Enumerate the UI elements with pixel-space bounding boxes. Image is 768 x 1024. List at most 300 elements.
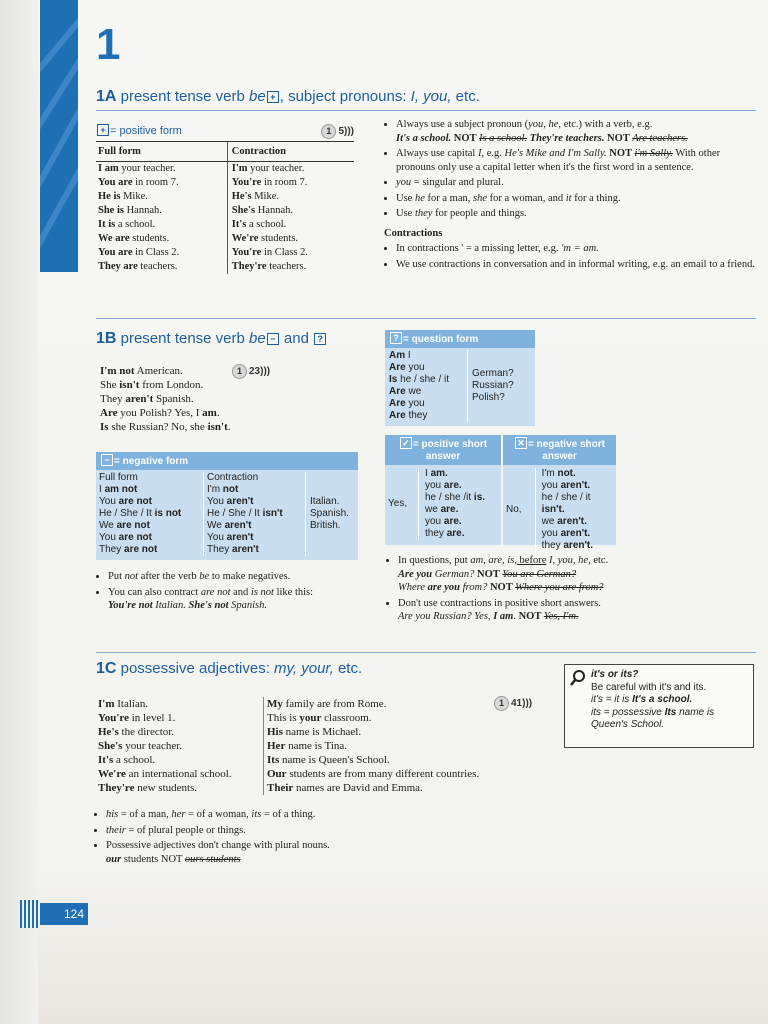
verb: are. xyxy=(446,528,465,539)
rest: name is Michael. xyxy=(282,726,362,738)
verb: are not xyxy=(118,496,152,507)
example-line xyxy=(98,753,232,767)
section-id: 1B xyxy=(96,330,117,347)
contraction-cell xyxy=(227,232,354,246)
rest: family are from Rome. xyxy=(282,698,387,710)
pronoun: he / she / it xyxy=(541,492,591,503)
contraction: You're xyxy=(231,177,262,188)
plus-icon: + xyxy=(97,124,109,136)
contraction: It's xyxy=(231,219,247,230)
verb: aren't xyxy=(232,544,259,555)
table-row xyxy=(425,468,485,480)
pronoun: you xyxy=(425,480,444,491)
rest: an international school. xyxy=(125,768,232,780)
pronoun: I xyxy=(405,350,411,361)
pronoun: He / She / It xyxy=(207,508,263,519)
note-item: • his = of a man, her = of a woman, its = of a thing. xyxy=(106,808,494,822)
verb: are. xyxy=(443,516,462,527)
table-label: = question form xyxy=(403,334,479,345)
verb: aren't xyxy=(226,496,254,507)
rest: students. xyxy=(129,233,170,244)
part: She xyxy=(100,379,120,391)
rest: new students. xyxy=(134,782,198,794)
table-row xyxy=(99,508,203,520)
pronoun: You xyxy=(207,532,227,543)
page-edge xyxy=(0,0,38,1024)
bold-part: Their xyxy=(267,782,294,794)
question-icon: ? xyxy=(390,332,402,344)
pronoun: I'm xyxy=(541,468,558,479)
pronoun: you xyxy=(425,516,444,527)
rest: in Class 2. xyxy=(261,247,308,258)
rest: teachers. xyxy=(137,261,178,272)
section-id: 1A xyxy=(96,88,117,105)
yes-label: Yes, xyxy=(388,498,408,509)
tip-title: it's or its? xyxy=(591,669,639,680)
title-italic: I, you, xyxy=(410,88,452,105)
title-verb: be xyxy=(249,330,266,347)
rest: name is Queen's School. xyxy=(279,754,390,766)
verb: are. xyxy=(443,480,462,491)
rest: students. xyxy=(258,233,299,244)
contraction: We're xyxy=(231,233,259,244)
title-text: and xyxy=(279,330,314,347)
table-row xyxy=(542,540,613,552)
table-row xyxy=(207,544,305,556)
example-line xyxy=(267,711,479,725)
bold-part: She's xyxy=(98,740,123,752)
pronoun: They xyxy=(207,544,233,555)
pronoun: We xyxy=(99,520,117,531)
note-item: • In contractions ' = a missing letter, e.g. 'm = am. xyxy=(396,242,756,256)
rest: she Russian? No, she xyxy=(108,421,208,433)
verb: Are xyxy=(389,398,406,409)
section-1a-notes xyxy=(384,118,756,273)
bold-part: We're xyxy=(98,768,126,780)
verb: is not xyxy=(154,508,182,519)
contraction: He's xyxy=(231,191,252,202)
contractions-heading: Contractions xyxy=(384,227,443,239)
note-item: • Put not after the verb be to make negatives. xyxy=(108,570,376,584)
example-line xyxy=(267,725,479,739)
magnifier-icon xyxy=(569,669,587,687)
table-row xyxy=(96,218,354,232)
example-line xyxy=(98,697,232,711)
audio-track[interactable]: 1 5))) xyxy=(321,124,354,139)
section-1b-notes-left xyxy=(96,570,376,615)
table-row xyxy=(542,528,613,540)
bold-part: His xyxy=(267,726,283,738)
verb: aren't. xyxy=(560,480,591,491)
example-line xyxy=(98,711,232,725)
adjective: British. xyxy=(310,520,341,531)
contraction-cell xyxy=(227,162,354,177)
rest: Spanish. xyxy=(153,393,194,405)
rest: Italian. xyxy=(114,698,149,710)
full-form-cell xyxy=(96,162,227,177)
bold-part: Is xyxy=(100,421,109,433)
bold-part: your xyxy=(299,712,322,724)
table-row xyxy=(207,508,305,520)
divider xyxy=(96,318,756,319)
question-form-table xyxy=(385,330,535,426)
table-row xyxy=(96,204,354,218)
subject-verb: We are xyxy=(98,233,130,244)
table-row xyxy=(389,374,467,386)
title-text: present tense verb xyxy=(120,88,250,105)
table-row xyxy=(99,496,203,508)
title-verb: be xyxy=(249,88,266,105)
example-line xyxy=(100,364,231,378)
subject-verb: You are xyxy=(98,177,133,188)
audio-track[interactable]: 1 23))) xyxy=(232,364,270,379)
adjective: Russian? xyxy=(472,380,514,391)
rest: classroom. xyxy=(321,712,372,724)
verb: aren't. xyxy=(557,516,587,527)
example-line xyxy=(98,739,232,753)
section-1a-title xyxy=(96,88,480,106)
note-item: • You can also contract are not and is not like this: You're not Italian. She's not Spanish. xyxy=(108,586,376,613)
col-contraction: Contraction xyxy=(227,142,354,162)
table-row xyxy=(96,162,354,177)
contraction: You're xyxy=(231,247,262,258)
pronoun: we xyxy=(405,386,422,397)
negative-short-answer-table xyxy=(503,435,616,551)
title-text: possessive adjectives: xyxy=(120,660,275,677)
note-item: • Possessive adjectives don't change with plural nouns. our students NOT ours students xyxy=(106,839,494,866)
contraction-cell xyxy=(227,246,354,260)
contraction-cell xyxy=(227,204,354,218)
section-1c-examples-right xyxy=(263,697,479,795)
table-label: = positive short answer xyxy=(412,439,488,462)
col-contraction: Contraction xyxy=(207,472,259,483)
divider xyxy=(96,652,756,653)
pronoun: you xyxy=(405,362,425,373)
pronoun: I'm xyxy=(207,484,223,495)
pronoun: We xyxy=(207,520,225,531)
bold-part: isn't xyxy=(119,379,140,391)
no-label: No, xyxy=(506,504,522,515)
full-form-cell xyxy=(96,232,227,246)
minus-icon: − xyxy=(101,454,113,466)
pronoun: he / she /it xyxy=(425,492,474,503)
example-line xyxy=(267,739,479,753)
bold-part: You're xyxy=(98,712,129,724)
example-line xyxy=(100,420,231,434)
full-form-cell xyxy=(96,204,227,218)
subject-verb: I am xyxy=(98,163,119,174)
title-text: , subject pronouns: xyxy=(279,88,411,105)
pronoun: we xyxy=(425,504,441,515)
verb: are not xyxy=(118,532,152,543)
example-line xyxy=(100,392,231,406)
verb: not. xyxy=(557,468,576,479)
tip-line: it's = it is It's a school. xyxy=(591,694,693,705)
rest: Mike. xyxy=(120,191,148,202)
pronoun: He / She / It xyxy=(99,508,155,519)
adjective: Polish? xyxy=(472,392,505,403)
table-row xyxy=(99,532,203,544)
bold-part: I'm not xyxy=(100,365,135,377)
example-line xyxy=(100,378,231,392)
pronoun: he / she / it xyxy=(397,374,450,385)
title-italic: my, your, xyxy=(274,660,334,677)
rest: your teacher. xyxy=(122,740,183,752)
rest: teachers. xyxy=(266,261,307,272)
bold-part: It's xyxy=(98,754,114,766)
bold-part: am xyxy=(202,407,217,419)
verb: aren't xyxy=(226,532,254,543)
note-item: • you = singular and plural. xyxy=(396,176,756,190)
table-row xyxy=(542,468,613,480)
rest: from London. xyxy=(139,379,204,391)
rest: a school. xyxy=(115,219,156,230)
subject-verb: They are xyxy=(98,261,138,272)
verb: Am xyxy=(389,350,406,361)
verb: are. xyxy=(440,504,459,515)
tip-line: Be careful with it's and its. xyxy=(591,681,707,693)
verb: Are xyxy=(389,386,406,397)
table-row xyxy=(389,350,467,362)
note-item: • Always use a subject pronoun (you, he, etc.) with a verb, e.g. It's a school. NOT Is a school. They're teachers. NOT Are teachers. xyxy=(396,118,756,145)
bold-part: They're xyxy=(98,782,135,794)
verb: aren't xyxy=(224,520,252,531)
adjective: Italian. xyxy=(310,496,340,507)
tip-line: Queen's School. xyxy=(591,719,665,730)
table-row xyxy=(99,484,203,496)
unit-tab xyxy=(40,0,78,272)
rest: names are David and Emma. xyxy=(293,782,423,794)
title-text: etc. xyxy=(333,660,363,677)
divider xyxy=(96,110,756,111)
table-row xyxy=(389,386,467,398)
verb: am not xyxy=(104,484,138,495)
pronoun: you xyxy=(405,398,425,409)
contraction-cell xyxy=(227,260,354,274)
page-number: 124 xyxy=(40,903,88,925)
table-row xyxy=(96,176,354,190)
bold-part: aren't xyxy=(125,393,154,405)
verb: aren't. xyxy=(563,540,593,551)
section-1c-examples-left xyxy=(98,697,232,795)
section-1b-examples xyxy=(100,364,231,434)
table-row xyxy=(389,362,467,374)
table-row xyxy=(207,484,305,496)
rest: American. xyxy=(134,365,183,377)
its-or-its-tip-box xyxy=(564,664,754,748)
positive-short-answer-table xyxy=(385,435,501,545)
contraction-cell xyxy=(227,176,354,190)
bold-part: He's xyxy=(98,726,119,738)
title-text: present tense verb xyxy=(120,330,250,347)
contraction: She's xyxy=(231,205,256,216)
verb: is. xyxy=(473,492,486,503)
bold-part: My xyxy=(267,698,283,710)
pronoun: you xyxy=(541,480,561,491)
pronoun: they xyxy=(425,528,447,539)
table-row xyxy=(542,480,613,492)
bold-part: Our xyxy=(267,768,287,780)
table-row xyxy=(425,492,485,504)
rest: students are from many different countries. xyxy=(286,768,480,780)
section-1c-title xyxy=(96,660,362,678)
bold-part: Are xyxy=(100,407,118,419)
question-icon: ? xyxy=(314,333,326,345)
cd-icon: 1 xyxy=(232,364,247,379)
table-row xyxy=(425,528,485,540)
verb: aren't. xyxy=(560,528,591,539)
note-item: • We use contractions in conversation and in informal writing, e.g. an email to a friend. xyxy=(396,258,756,272)
rest: name is Tina. xyxy=(285,740,348,752)
table-row xyxy=(99,544,203,556)
rest: a school. xyxy=(246,219,287,230)
table-row xyxy=(96,260,354,274)
pronoun: they xyxy=(541,540,564,551)
table-row xyxy=(96,232,354,246)
full-form-cell xyxy=(96,190,227,204)
full-form-cell xyxy=(96,246,227,260)
rest: in room 7. xyxy=(261,177,308,188)
rest: your teacher. xyxy=(118,163,176,174)
table-row xyxy=(389,398,467,410)
example-line xyxy=(267,697,479,711)
rest: in Class 2. xyxy=(132,247,180,258)
table-row xyxy=(99,520,203,532)
rest: . xyxy=(227,421,231,433)
verb: isn't xyxy=(262,508,283,519)
example-line xyxy=(98,781,232,795)
rest: your teacher. xyxy=(247,163,305,174)
table-row xyxy=(425,516,485,528)
bold-part: Its xyxy=(267,754,280,766)
subject-verb: It is xyxy=(98,219,116,230)
rest: Hannah. xyxy=(255,205,293,216)
unit-number: 1 xyxy=(96,20,121,69)
table-label: = negative short answer xyxy=(528,439,605,462)
part: This is xyxy=(267,712,300,724)
audio-track[interactable]: 1 41))) xyxy=(494,696,532,711)
verb: isn't. xyxy=(541,504,565,515)
cross-icon: ✕ xyxy=(515,437,527,449)
section-id: 1C xyxy=(96,660,117,677)
verb: not xyxy=(222,484,239,495)
table-label: = negative form xyxy=(114,456,189,467)
rest: the director. xyxy=(118,726,175,738)
rest: you Polish? Yes, I xyxy=(117,407,203,419)
example-line xyxy=(267,781,479,795)
full-form-cell xyxy=(96,260,227,274)
pronoun: they xyxy=(405,410,428,421)
verb: Are xyxy=(389,362,406,373)
pronoun: I xyxy=(99,484,105,495)
table-row xyxy=(389,410,467,422)
plus-icon: + xyxy=(267,91,279,103)
example-line xyxy=(267,767,479,781)
minus-icon: − xyxy=(267,333,279,345)
contraction: I'm xyxy=(231,163,248,174)
adjective: German? xyxy=(472,368,514,379)
table-row xyxy=(425,480,485,492)
part: They xyxy=(100,393,126,405)
example-line xyxy=(267,753,479,767)
full-form-cell xyxy=(96,176,227,190)
rest: in level 1. xyxy=(128,712,176,724)
verb: Is xyxy=(389,374,398,385)
check-icon: ✓ xyxy=(400,437,412,449)
col-full-form: Full form xyxy=(99,472,138,483)
example-line xyxy=(98,725,232,739)
subject-verb: She is xyxy=(98,205,124,216)
subject-verb: You are xyxy=(98,247,133,258)
cd-icon: 1 xyxy=(321,124,336,139)
example-line xyxy=(98,767,232,781)
pronoun: you xyxy=(541,528,561,539)
positive-form-table xyxy=(96,124,354,274)
pronoun: I xyxy=(425,468,431,479)
pronoun: You xyxy=(99,496,119,507)
note-item: • Don't use contractions in positive short answers. Are you Russian? Yes, I am. NOT Yes, I'm. xyxy=(398,597,756,624)
verb: Are xyxy=(389,410,406,421)
table-row xyxy=(96,246,354,260)
note-item: • In questions, put am, are, is, before I, you, he, etc. Are you German? NOT You are German? Where are you from? NOT Where you are from? xyxy=(398,554,756,595)
cd-icon: 1 xyxy=(494,696,509,711)
subject-verb: He is xyxy=(98,191,121,202)
table-row xyxy=(207,520,305,532)
example-line xyxy=(100,406,231,420)
pronoun: They xyxy=(99,544,125,555)
verb: are not xyxy=(116,520,150,531)
positive-form-label: + = positive form xyxy=(96,124,182,139)
full-form-cell xyxy=(96,218,227,232)
contraction-cell xyxy=(227,218,354,232)
contraction: They're xyxy=(231,261,267,272)
section-1b-notes-right xyxy=(386,554,756,626)
verb: am. xyxy=(430,468,448,479)
table-row xyxy=(207,496,305,508)
table-row xyxy=(207,532,305,544)
bold-part: isn't xyxy=(207,421,228,433)
section-1b-title xyxy=(96,330,327,348)
title-text: etc. xyxy=(451,88,480,105)
tip-line: its = possessive Its name is xyxy=(591,706,715,718)
bold-part: Her xyxy=(267,740,286,752)
note-item: • Use they for people and things. xyxy=(396,207,756,221)
negative-form-table xyxy=(96,452,358,560)
section-1c-notes xyxy=(94,808,494,868)
col-full-form: Full form xyxy=(96,142,227,162)
adjective: Spanish. xyxy=(310,508,349,519)
page-edge-marks xyxy=(20,900,38,928)
rest: a school. xyxy=(113,754,156,766)
pronoun: You xyxy=(207,496,227,507)
rest: Mike. xyxy=(251,191,280,202)
table-row xyxy=(542,516,613,528)
contraction-cell xyxy=(227,190,354,204)
note-item: • their = of plural people or things. xyxy=(106,824,494,838)
pronoun: You xyxy=(99,532,119,543)
rest: Hannah. xyxy=(123,205,162,216)
pronoun: we xyxy=(541,516,558,527)
note-item: • Always use capital I, e.g. He's Mike and I'm Sally. NOT i'm Sally. With other pronouns only use a capital letter when it's the first word in a sentence. xyxy=(396,147,756,174)
table-row xyxy=(542,492,613,516)
rest: . xyxy=(216,407,220,419)
note-item: • Use he for a man, she for a woman, and it for a thing. xyxy=(396,192,756,206)
table-row xyxy=(425,504,485,516)
rest: in room 7. xyxy=(132,177,179,188)
verb: are not xyxy=(124,544,158,555)
bold-part: I'm xyxy=(98,698,115,710)
table-row xyxy=(96,190,354,204)
